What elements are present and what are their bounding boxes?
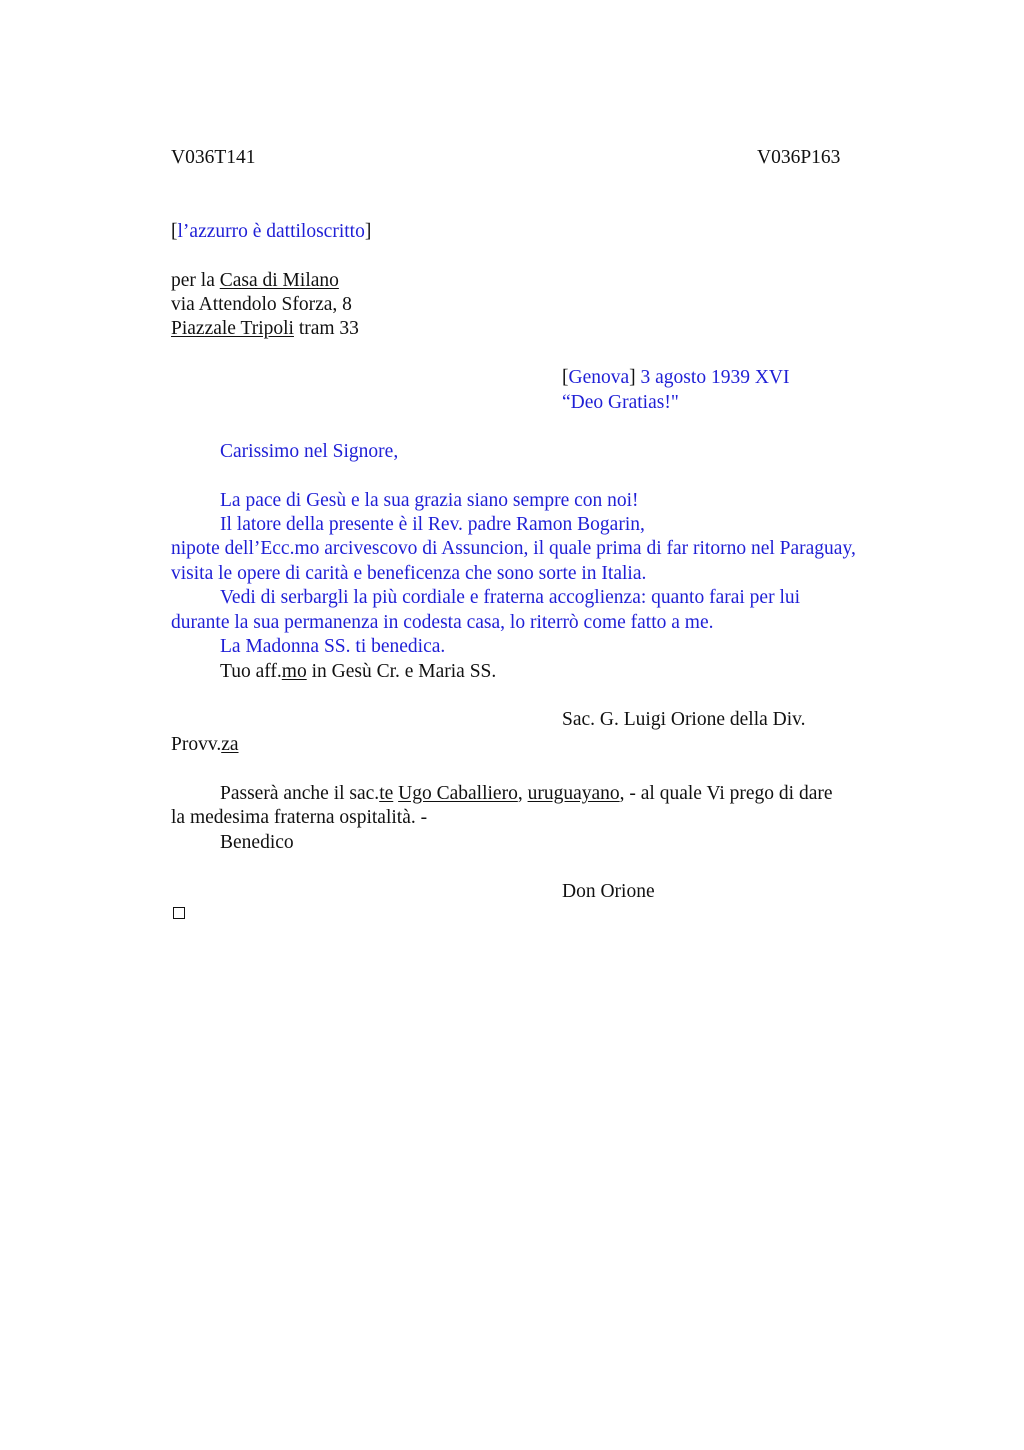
document-code-right: V036P163 bbox=[757, 147, 841, 168]
dateline-open-bracket: [ bbox=[562, 367, 569, 388]
address-prefix: per la bbox=[171, 270, 220, 291]
address-line-3 bbox=[171, 317, 359, 341]
dateline-motto: “Deo Gratias!" bbox=[562, 392, 679, 413]
paragraph-2-line-2: nipote dell’Ecc.mo arcivescovo di Assuncion, il quale prima di far ritorno nel Paraguay, bbox=[171, 538, 856, 559]
closing bbox=[220, 660, 496, 684]
postscript-abbrev: te bbox=[379, 783, 394, 804]
postscript-prefix: Passerà anche il sac. bbox=[220, 783, 380, 804]
address-piazzale: Piazzale Tripoli bbox=[171, 318, 294, 339]
blessing: La Madonna SS. ti benedica. bbox=[220, 636, 446, 657]
dateline-date: 3 agosto 1939 XVI bbox=[635, 367, 790, 388]
paragraph-3-line-1: Vedi di serbargli la più cordiale e fraterna accoglienza: quanto farai per lui bbox=[220, 587, 801, 608]
signature-provv: Provv. bbox=[171, 734, 222, 755]
address-casa: Casa di Milano bbox=[219, 270, 339, 291]
end-mark-box bbox=[173, 907, 185, 919]
postscript-comma: , bbox=[517, 783, 528, 804]
paragraph-2-line-3: visita le opere di carità e beneficenza che sono sorte in Italia. bbox=[171, 563, 647, 584]
postscript-suffix: , - al quale Vi prego di dare bbox=[619, 783, 833, 804]
postscript-line-1 bbox=[220, 782, 833, 806]
address-tram: tram 33 bbox=[293, 318, 359, 339]
editorial-note bbox=[171, 220, 371, 244]
postscript-nationality: uruguayano bbox=[527, 783, 620, 804]
closing-prefix: Tuo aff. bbox=[220, 661, 282, 682]
salutation: Carissimo nel Signore, bbox=[220, 441, 399, 462]
dateline bbox=[562, 366, 789, 390]
closing-suffix: in Gesù Cr. e Maria SS. bbox=[306, 661, 497, 682]
postscript-line-2: la medesima fraterna ospitalità. - bbox=[171, 807, 428, 828]
paragraph-2-line-1: Il latore della presente è il Rev. padre Ramon Bogarin, bbox=[220, 514, 645, 535]
closing-abbrev: mo bbox=[281, 661, 307, 682]
dateline-place: Genova bbox=[568, 367, 630, 388]
paragraph-1: La pace di Gesù e la sua grazia siano sempre con noi! bbox=[220, 490, 639, 511]
note-text: l’azzurro è dattiloscritto bbox=[177, 221, 365, 242]
address-line-2: via Attendolo Sforza, 8 bbox=[171, 294, 352, 315]
document-code-left: V036T141 bbox=[171, 147, 256, 168]
postscript-signature: Don Orione bbox=[562, 881, 655, 902]
postscript-name: Ugo Caballiero bbox=[398, 783, 518, 804]
paragraph-3-line-2: durante la sua permanenza in codesta casa, lo riterrò come fatto a me. bbox=[171, 612, 714, 633]
signature-line-2 bbox=[171, 733, 239, 757]
postscript-line-3: Benedico bbox=[220, 832, 294, 853]
signature-abbrev: za bbox=[221, 734, 239, 755]
signature-line-1: Sac. G. Luigi Orione della Div. bbox=[562, 709, 806, 730]
dateline-close-bracket: ] bbox=[629, 367, 636, 388]
address-line-1 bbox=[171, 269, 339, 293]
note-open-bracket: [ bbox=[171, 221, 178, 242]
note-close-bracket: ] bbox=[364, 221, 372, 242]
